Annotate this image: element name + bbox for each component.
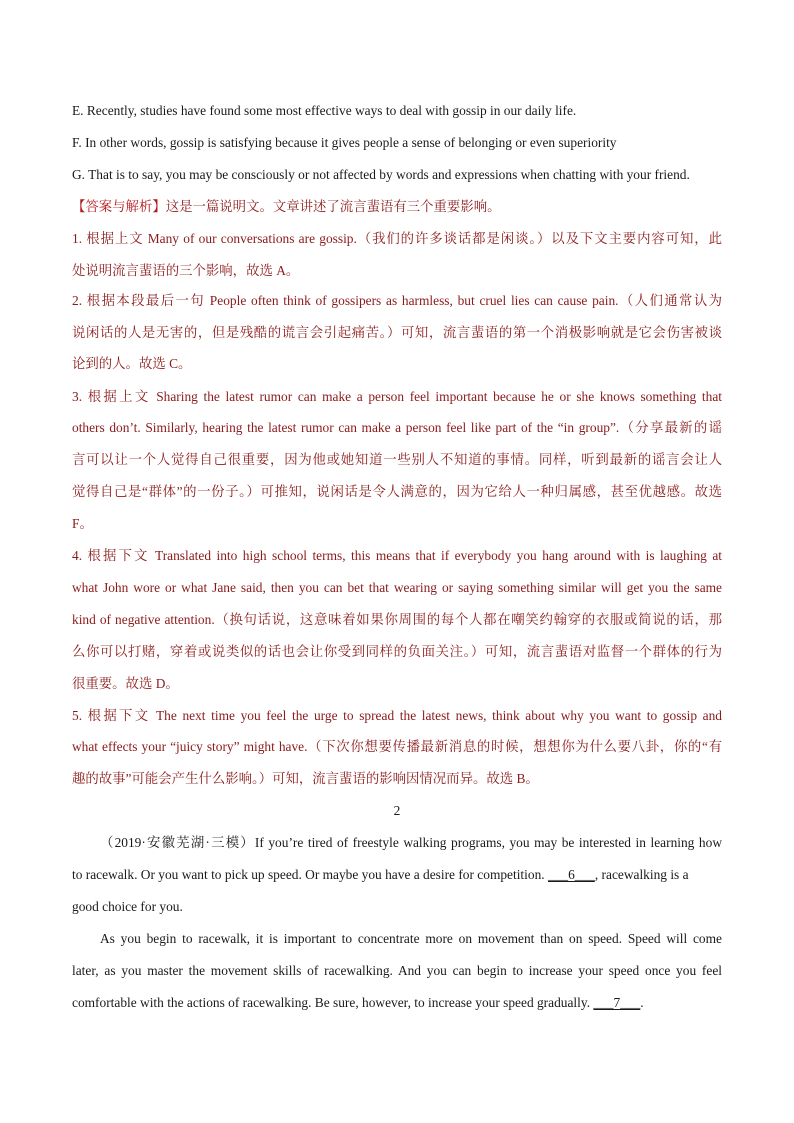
analysis-item-4-line-3: kind of negative attention.（换句话说，这意味着如果你周围的每个人都在嘲笑约翰穿的衣服或简说的话，那 [72,612,722,627]
analysis-item-3-line-3: 言可以让一个人觉得自己很重要，因为他或她知道一些别人不知道的事情。同样，听到最新的谣言会让人 [72,452,722,467]
analysis-item-5-line-1: 5. 根据下文 The next time you feel the urge to spread the latest news, think about why you want to gossip and [72,708,722,723]
analysis-item-4-line-4: 么你可以打赌，穿着或说类似的话也会让你受到同样的负面关注。）可知，流言蜚语对监督一个群体的行为 [72,644,722,659]
analysis-item-4-line-2: what John wore or what Jane said, then you can bet that wearing or saying something similar will get you the same [72,580,722,595]
blank-6: ___6___ [547,867,595,882]
passage-p2-line-3-tail: . [640,995,644,1010]
analysis-item-2-line-2: 说闲话的人是无害的，但是残酷的谎言会引起痛苦。）可知，流言蜚语的第一个消极影响就是它会伤害被谈 [72,325,722,340]
analysis-item-1-line-1: 1. 根据上文 Many of our conversations are gossip.（我们的许多谈话都是闲谈。）以及下文主要内容可知，此 [72,231,722,246]
analysis-heading: 【答案与解析】 [72,199,166,214]
passage-p2-line-1: As you begin to racewalk, it is important to concentrate more on movement than on speed. Speed will come [100,931,722,946]
analysis-item-3-line-4: 觉得自己是“群体”的一份子。）可推知，说闲话是令人满意的，因为它给人一种归属感，甚至优越感。故选 [72,484,722,499]
analysis-item-5-line-2: what effects your “juicy story” might have.（下次你想要传播最新消息的时候，想想你为什么要八卦，你的“有 [72,739,722,754]
analysis-item-4-line-5: 很重要。故选 D。 [72,676,179,691]
passage-p1-line-3: good choice for you. [72,899,183,914]
section-number: 2 [393,803,401,818]
analysis-item-2-line-3: 论到的人。故选 C。 [72,356,192,371]
option-g: G. That is to say, you may be consciously or not affected by words and expressions when chatting with your friend. [72,167,690,182]
analysis-item-4-line-1: 4. 根据下文 Translated into high school terms, this means that if everybody you hang around with is laughing at [72,548,722,563]
blank-7: ___7___ [593,995,641,1010]
analysis-item-2-line-1: 2. 根据本段最后一句 People often think of gossipers as harmless, but cruel lies can cause pain.（人们通常认为 [72,293,722,308]
option-e: E. Recently, studies have found some most effective ways to deal with gossip in our daily life. [72,103,577,118]
passage-p2-line-3-text: comfortable with the actions of racewalking. Be sure, however, to increase your speed gradually. [72,995,591,1010]
passage-p2-line-2: later, as you master the movement skills of racewalking. And you can begin to increase your speed once you feel [72,963,722,978]
passage-p1-line-2-text: to racewalk. Or you want to pick up speed. Or maybe you have a desire for competition. [72,867,545,882]
passage-p1-line-2 [72,865,722,885]
analysis-intro: 这是一篇说明文。文章讲述了流言蜚语有三个重要影响。 [165,199,501,214]
analysis-item-3-line-2: others don’t. Similarly, hearing the latest rumor can make a person feel like part of the “in group”.（分享最新的谣 [72,420,722,435]
passage-p1-line-1: （2019·安徽芜湖·三模）If you’re tired of freestyle walking programs, you may be interested in learning how [100,835,722,850]
analysis-item-1-line-2: 处说明流言蜚语的三个影响，故选 A。 [72,263,300,278]
passage-p1-line-2-tail: , racewalking is a [594,867,689,882]
option-f: F. In other words, gossip is satisfying because it gives people a sense of belonging or even superiority [72,135,617,150]
analysis-item-3-line-1: 3. 根据上文 Sharing the latest rumor can make a person feel important because he or she knows something that [72,389,722,404]
analysis-heading-line [72,197,722,217]
analysis-item-5-line-3: 趣的故事”可能会产生什么影响。）可知，流言蜚语的影响因情况而异。故选 B。 [72,771,539,786]
passage-p2-line-3 [72,993,722,1013]
analysis-item-3-line-5: F。 [72,516,93,531]
